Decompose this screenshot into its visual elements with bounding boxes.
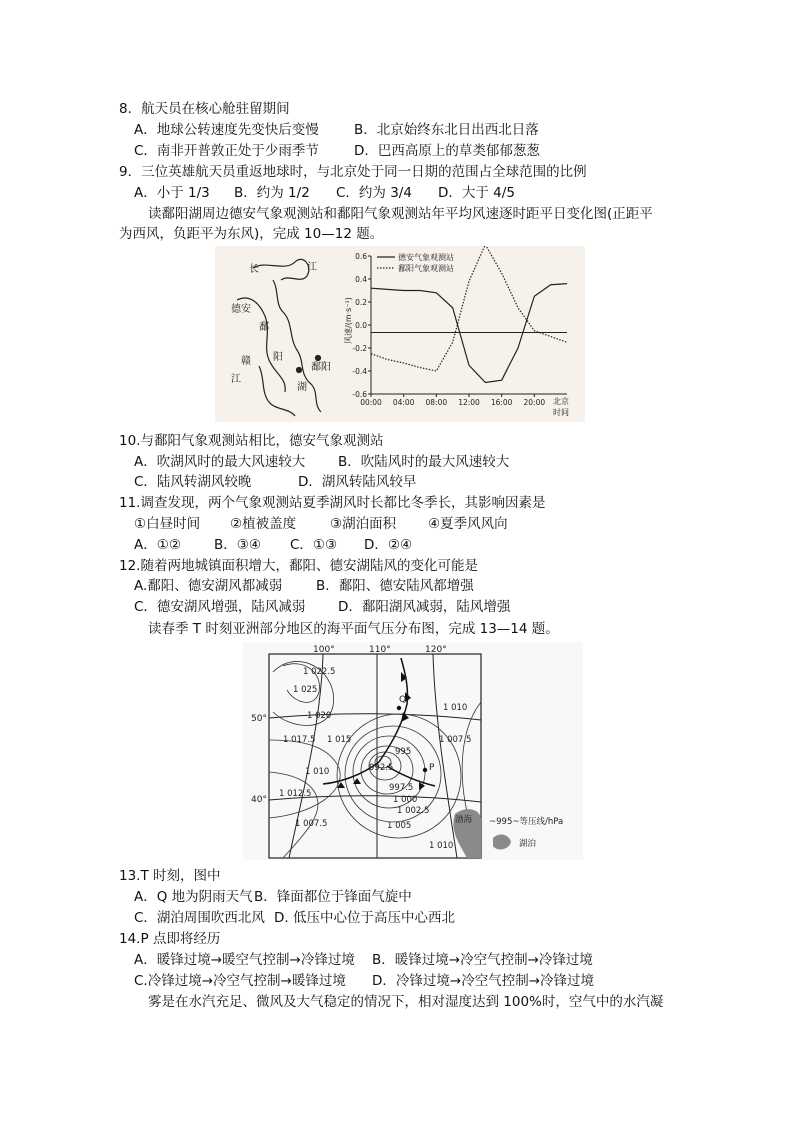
q11-item-3: ③湖泊面积 (330, 516, 397, 532)
isobar-label-1010se: 1 010 (429, 841, 454, 851)
q8-option-c: C．南非开普敦正处于少雨季节 (134, 143, 319, 159)
q13-option-a: A．Q 地为阴雨天气 (134, 889, 253, 905)
q11-item-2: ②植被盖度 (230, 516, 297, 532)
lat-40: 40° (251, 795, 267, 805)
y-tick-label: 0.2 (355, 298, 367, 307)
y-tick-label: -0.4 (352, 367, 367, 376)
legend-lake: 湖泊 (519, 839, 537, 849)
lon-110: 110° (369, 645, 391, 655)
q8-stem: 8．航天员在核心舱驻留期间 (119, 101, 290, 117)
map-label-jiang: 江 (307, 262, 317, 273)
q13-option-c: C．湖泊周围吹西北风 (134, 910, 265, 926)
legend-poyang: 鄱阳气象观测站 (398, 264, 454, 273)
isobar-label-992: 992.5 (369, 763, 394, 773)
y-tick-label: -0.2 (352, 344, 367, 353)
map-label-chang: 长 (249, 264, 259, 275)
lat-50: 50° (251, 714, 267, 724)
q12-option-d: D．鄱阳湖风减弱，陆风增强 (338, 599, 511, 615)
q12-option-c: C．德安湖风增强，陆风减弱 (134, 599, 306, 615)
q14-option-c: C.冷锋过境→冷空气控制→暖锋过境 (134, 973, 346, 989)
x-axis-label-bottom: 时间 (553, 408, 569, 417)
q10-stem: 10.与鄱阳气象观测站相比，德安气象观测站 (119, 433, 384, 449)
q10-option-d: D．湖风转陆风较早 (298, 474, 417, 490)
q8-option-b: B．北京始终东北日出西北日落 (354, 122, 539, 138)
q11-option-a: A．①② (134, 537, 181, 553)
isobar-label-1012: 1 012.5 (279, 789, 312, 799)
q13-option-b: B．锋面都位于锋面气旋中 (254, 889, 412, 905)
y-tick-label: -0.6 (352, 390, 367, 399)
q9-option-c: C．约为 3/4 (336, 185, 412, 201)
q9-option-a: A．小于 1/3 (134, 185, 210, 201)
map-label-po: 鄱 (259, 322, 269, 333)
q11-option-d: D．②④ (364, 537, 413, 553)
x-axis-label-top: 北京 (553, 397, 569, 406)
isobar-label-1010w: 1 010 (305, 767, 330, 777)
isobar-label-1020: 1 020 (307, 711, 332, 721)
x-tick-label: 00:00 (360, 398, 382, 407)
point-q: Q (399, 695, 407, 705)
isobar-label-1015: 1 015 (327, 735, 352, 745)
point-p-dot (423, 768, 427, 772)
q9-stem: 9．三位英雄航天员重返地球时，与北京处于同一日期的范围占全球范围的比例 (119, 164, 587, 180)
x-tick-label: 12:00 (458, 398, 480, 407)
intro-fog: 雾是在水汽充足、微风及大气稳定的情况下，相对湿度达到 100%时，空气中的水汽凝 (148, 994, 664, 1010)
q9-option-b: B．约为 1/2 (234, 185, 310, 201)
map-label-yang: 阳 (273, 352, 283, 363)
lon-100: 100° (313, 645, 335, 655)
map-label-poyang-station: 鄱阳 (311, 362, 331, 373)
q9-option-d: D．大于 4/5 (438, 185, 515, 201)
map-label-gan: 赣 (241, 356, 251, 367)
isobar-label-997: 997.5 (389, 783, 414, 793)
isobar-label-1010ne: 1 010 (443, 703, 468, 713)
q8-option-a: A．地球公转速度先变快后变慢 (134, 122, 319, 138)
q13-option-d: D. 低压中心位于高压中心西北 (274, 910, 455, 926)
intro-10-12-line1: 读鄱阳湖周边德安气象观测站和鄱阳气象观测站年平均风速逐时距平日变化图(正距平 (148, 206, 653, 222)
point-p: P (429, 763, 435, 773)
q11-option-c: C．①③ (290, 537, 338, 553)
map-label-dean: 德安 (231, 304, 251, 315)
q11-item-4: ④夏季风风向 (428, 516, 508, 532)
isobar-label-1005: 1 005 (387, 821, 412, 831)
sea-label: 渤海 (455, 815, 473, 825)
y-tick-label: 0.6 (355, 252, 367, 261)
isobar-label-1007e: 1 007.5 (439, 735, 472, 745)
map-label-jiang2: 江 (231, 374, 241, 385)
x-tick-label: 08:00 (425, 398, 448, 407)
y-axis-label: 风速/(m·s⁻¹) (344, 297, 353, 344)
legend-dean: 德安气象观测站 (398, 253, 454, 262)
q10-option-c: C．陆风转湖风较晚 (134, 474, 252, 490)
isobar-label-1017: 1 017.5 (283, 735, 316, 745)
q12-stem: 12.随着两地城镇面积增大，鄱阳、德安湖陆风的变化可能是 (119, 558, 478, 574)
q10-option-a: A．吹湖风时的最大风速较大 (134, 454, 306, 470)
q12-option-a: A.鄱阳、德安湖风都减弱 (134, 578, 283, 594)
q14-option-b: B．暖锋过境→冷空气控制→冷锋过境 (372, 952, 593, 968)
q11-option-b: B．③④ (214, 537, 261, 553)
isobar-label-995: 995 (395, 747, 412, 757)
q8-option-d: D．巴西高原上的草类郁郁葱葱 (354, 143, 540, 159)
x-tick-label: 20:00 (523, 398, 546, 407)
isobar-label-1000: 1 000 (393, 795, 418, 805)
q11-stem: 11.调查发现，两个气象观测站夏季湖风时长都比冬季长，其影响因素是 (119, 495, 546, 511)
y-tick-label: 0.0 (355, 321, 367, 330)
isobar-label-1007w: 1 007.5 (295, 819, 328, 829)
lon-120: 120° (425, 645, 447, 655)
q14-stem: 14.P 点即将经历 (119, 931, 221, 947)
map-label-hu: 湖 (297, 382, 307, 393)
q14-option-d: D．冷锋过境→冷空气控制→冷锋过境 (372, 973, 595, 989)
intro-10-12-line2: 为西风，负距平为东风)，完成 10—12 题。 (119, 226, 384, 242)
isobar-label-1025: 1 025 (293, 685, 318, 695)
q13-stem: 13.T 时刻，图中 (119, 868, 221, 884)
isobar-label-1022: 1 022.5 (303, 667, 336, 677)
y-tick-label: 0.4 (355, 275, 367, 284)
q12-option-b: B．鄱阳、德安陆风都增强 (316, 578, 474, 594)
figure2-pressure-map (243, 642, 583, 860)
q11-item-1: ①白昼时间 (134, 516, 201, 532)
q10-option-b: B．吹陆风时的最大风速较大 (338, 454, 510, 470)
intro-13-14: 读春季 T 时刻亚洲部分地区的海平面气压分布图，完成 13—14 题。 (148, 621, 559, 637)
x-tick-label: 16:00 (490, 398, 513, 407)
point-q-dot (397, 706, 401, 710)
isobar-label-1002: 1 002.5 (397, 806, 430, 816)
legend-isobar: ~995~等压线/hPa (489, 817, 564, 827)
q14-option-a: A．暖锋过境→暖空气控制→冷锋过境 (134, 952, 355, 968)
x-tick-label: 04:00 (392, 398, 415, 407)
figure1 (215, 246, 585, 422)
